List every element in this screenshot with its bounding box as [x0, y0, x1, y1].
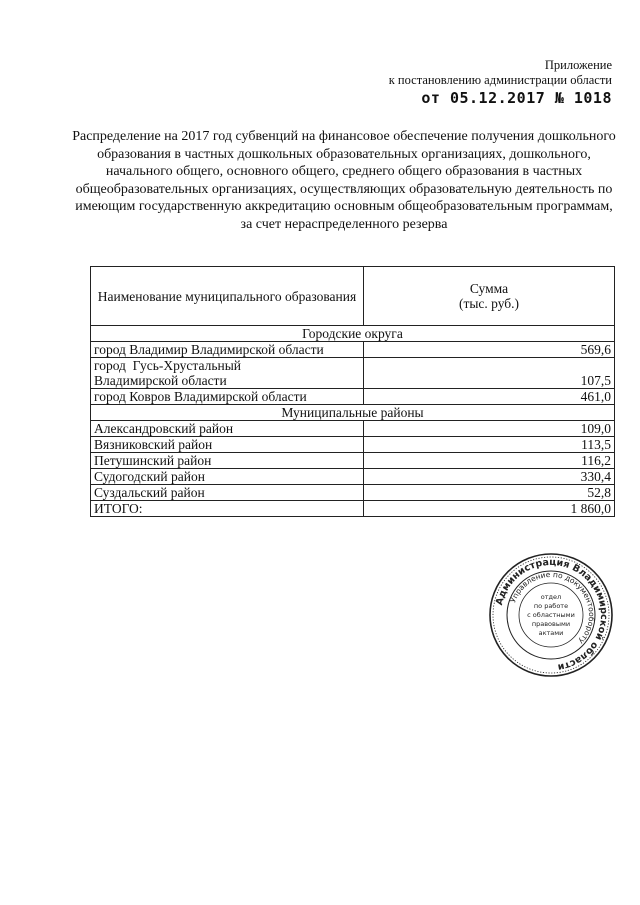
row-name-line1: город Гусь-Хрустальный — [94, 358, 242, 373]
total-label: ИТОГО: — [91, 501, 364, 517]
stamp-outer-text: Администрация Владимирской области — [494, 556, 610, 673]
stamp-center-line: правовыми — [531, 620, 571, 628]
header-name-cell: Наименование муниципального образования — [91, 267, 364, 326]
appendix-reference: к постановлению администрации области — [388, 73, 612, 87]
row-sum: 113,5 — [364, 437, 615, 453]
group-row — [91, 405, 615, 421]
stamp-center-line: отдел — [540, 593, 562, 601]
row-name: город Владимир Владимирской области — [91, 342, 364, 358]
header-sum-unit: (тыс. руб.) — [458, 296, 520, 311]
row-name — [91, 358, 364, 389]
table-row — [91, 469, 615, 485]
group-label: Муниципальные районы — [91, 405, 615, 421]
distribution-table — [90, 266, 615, 517]
row-sum: 109,0 — [364, 421, 615, 437]
stamp-center-line: по работе — [533, 602, 569, 610]
row-sum: 116,2 — [364, 453, 615, 469]
header-sum-cell — [364, 267, 615, 326]
total-sum: 1 860,0 — [364, 501, 615, 517]
document-title: Распределение на 2017 год субвенций на финансовое обеспечение получения дошкольного образования в частных дошкольных образовательных организациях, дошкольного, начального общего, основного общего, среднего общего образования в частных общеобразовательных организациях, осуществляющих образовательную деятельность по имеющим государственную аккредитацию основным общеобразовательным программам, за счет нераспределенного резерва — [72, 129, 616, 232]
table-header-row — [91, 267, 615, 326]
row-name: Судогодский район — [91, 469, 364, 485]
row-name: Петушинский район — [91, 453, 364, 469]
stamp-center-line: актами — [538, 629, 564, 637]
row-sum: 107,5 — [364, 358, 615, 389]
row-name: Александровский район — [91, 421, 364, 437]
table-row — [91, 342, 615, 358]
group-label: Городские округа — [91, 326, 615, 342]
appendix-header — [389, 58, 612, 106]
group-row — [91, 326, 615, 342]
row-sum: 52,8 — [364, 485, 615, 501]
stamp-center-text — [527, 593, 575, 637]
decree-date-number: от 05.12.2017 № 1018 — [421, 89, 612, 107]
appendix-label: Приложение — [544, 58, 612, 72]
row-name: Суздальский район — [91, 485, 364, 501]
official-stamp — [488, 552, 614, 678]
row-sum: 569,6 — [364, 342, 615, 358]
stamp-center-line: с областными — [527, 611, 575, 619]
row-name: город Ковров Владимирской области — [91, 389, 364, 405]
table-row — [91, 437, 615, 453]
table-row — [91, 358, 615, 389]
row-sum: 461,0 — [364, 389, 615, 405]
row-name: Вязниковский район — [91, 437, 364, 453]
row-sum: 330,4 — [364, 469, 615, 485]
table-row — [91, 485, 615, 501]
header-sum-label: Сумма — [469, 281, 509, 296]
stamp-inner-text: Управление по документообороту — [508, 569, 597, 646]
table-row — [91, 389, 615, 405]
row-name-line2: Владимирской области — [94, 373, 227, 388]
table-row — [91, 453, 615, 469]
total-row — [91, 501, 615, 517]
table-row — [91, 421, 615, 437]
